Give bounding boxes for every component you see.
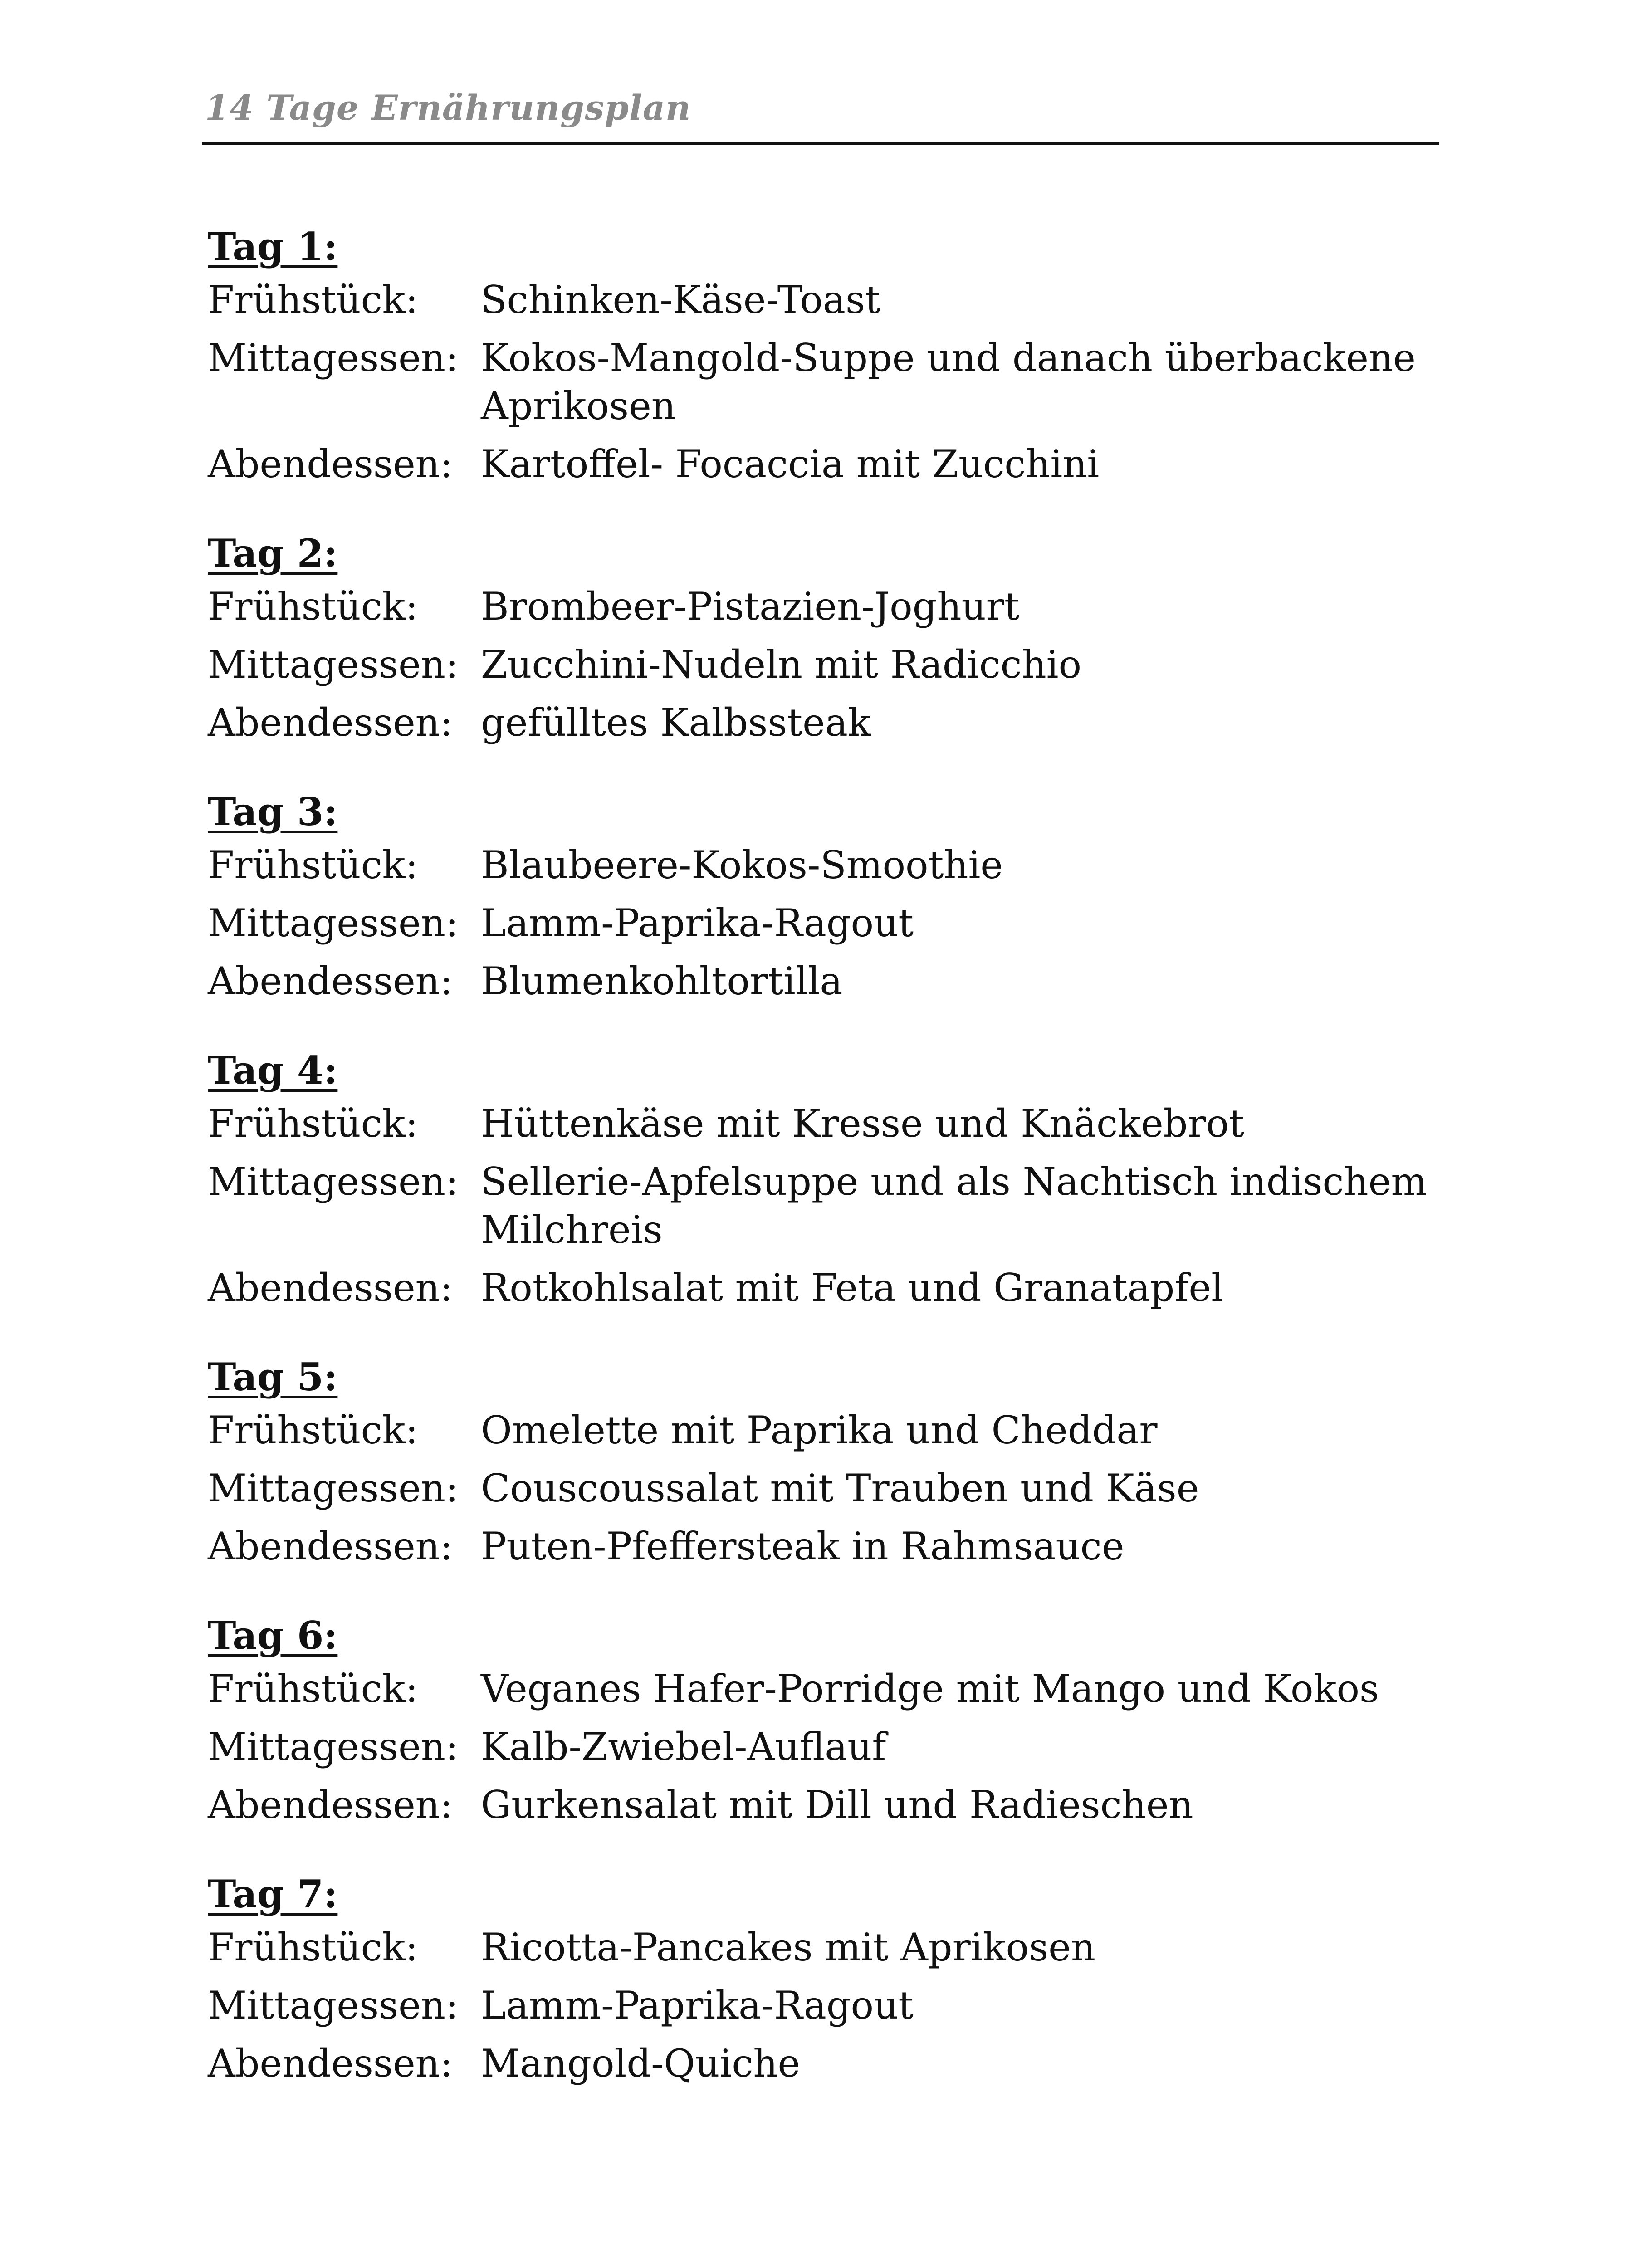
meal-label: Frühstück: [208,843,418,887]
meal-label: Frühstück: [208,1925,418,1970]
meal-dish: Rotkohlsalat mit Feta und Granatapfel [481,1266,1223,1310]
meal-row-breakfast [208,1665,1433,1713]
running-header-title: 14 Tage Ernährungsplan [205,88,691,128]
meal-label: Mittagessen: [208,901,459,945]
meal-dish: Brombeer-Pistazien-Joghurt [481,584,1020,629]
meal-row-dinner [208,440,1433,488]
meal-row-lunch [208,1158,1433,1254]
meal-row-dinner [208,1522,1433,1570]
meal-row-lunch [208,1464,1433,1512]
meal-dish: Mangold-Quiche [481,2041,801,2086]
meal-row-dinner [208,1781,1433,1829]
day-title: Tag 3: [208,789,338,834]
meal-row-breakfast [208,582,1433,631]
day-title: Tag 5: [208,1354,338,1399]
day-section-1 [208,218,1433,488]
meal-dish: Lamm-Paprika-Ragout [481,901,914,945]
day-section-2 [208,524,1433,747]
meal-label: Mittagessen: [208,1159,459,1204]
header-divider [202,142,1439,145]
meal-label: Abendessen: [208,1266,453,1310]
meal-dish: Kokos-Mangold-Suppe und danach überbackene Aprikosen [481,336,1416,428]
day-section-3 [208,783,1433,1005]
meal-plan [208,218,1433,2124]
meal-label: Frühstück: [208,584,418,629]
meal-label: Frühstück: [208,1408,418,1452]
meal-label: Abendessen: [208,442,453,486]
day-section-4 [208,1041,1433,1312]
day-title: Tag 2: [208,531,338,576]
meal-dish: Kalb-Zwiebel-Auflauf [481,1725,886,1769]
meal-row-breakfast [208,1406,1433,1454]
meal-row-lunch [208,640,1433,689]
meal-row-breakfast [208,1100,1433,1148]
meal-dish: Veganes Hafer-Porridge mit Mango und Kokos [481,1667,1379,1711]
meal-dish: Gurkensalat mit Dill und Radieschen [481,1783,1193,1827]
day-title: Tag 4: [208,1048,338,1093]
meal-row-lunch [208,334,1433,430]
meal-dish: Ricotta-Pancakes mit Aprikosen [481,1925,1095,1970]
meal-label: Mittagessen: [208,1466,459,1510]
meal-dish: Blaubeere-Kokos-Smoothie [481,843,1003,887]
day-title: Tag 1: [208,224,338,269]
day-section-5 [208,1348,1433,1570]
meal-dish: Couscoussalat mit Trauben und Käse [481,1466,1199,1510]
meal-label: Abendessen: [208,700,453,745]
meal-label: Mittagessen: [208,1983,459,2028]
meal-dish: Sellerie-Apfelsuppe und als Nachtisch indischem Milchreis [481,1159,1428,1252]
meal-label: Frühstück: [208,278,418,322]
meal-dish: Zucchini-Nudeln mit Radicchio [481,642,1082,687]
meal-dish: Puten-Pfeffersteak in Rahmsauce [481,1524,1125,1569]
day-title: Tag 6: [208,1613,338,1658]
meal-dish: Blumenkohltortilla [481,959,843,1003]
day-section-7 [208,1865,1433,2087]
meal-row-breakfast [208,841,1433,889]
meal-label: Abendessen: [208,1783,453,1827]
meal-label: Abendessen: [208,959,453,1003]
meal-label: Mittagessen: [208,642,459,687]
day-title: Tag 7: [208,1872,338,1916]
meal-dish: Schinken-Käse-Toast [481,278,880,322]
meal-row-dinner [208,699,1433,747]
meal-label: Frühstück: [208,1667,418,1711]
meal-dish: Hüttenkäse mit Kresse und Knäckebrot [481,1101,1244,1146]
day-section-6 [208,1607,1433,1829]
meal-dish: Lamm-Paprika-Ragout [481,1983,914,2028]
meal-row-breakfast [208,1923,1433,1971]
meal-row-lunch [208,1723,1433,1771]
meal-row-breakfast [208,276,1433,324]
meal-dish: gefülltes Kalbssteak [481,700,871,745]
meal-label: Mittagessen: [208,1725,459,1769]
meal-label: Abendessen: [208,2041,453,2086]
meal-label: Frühstück: [208,1101,418,1146]
meal-row-dinner [208,957,1433,1005]
meal-row-lunch [208,899,1433,947]
meal-row-dinner [208,2039,1433,2087]
meal-label: Mittagessen: [208,336,459,380]
meal-dish: Kartoffel- Focaccia mit Zucchini [481,442,1100,486]
meal-row-dinner [208,1264,1433,1312]
meal-label: Abendessen: [208,1524,453,1569]
meal-dish: Omelette mit Paprika und Cheddar [481,1408,1158,1452]
meal-row-lunch [208,1981,1433,2029]
